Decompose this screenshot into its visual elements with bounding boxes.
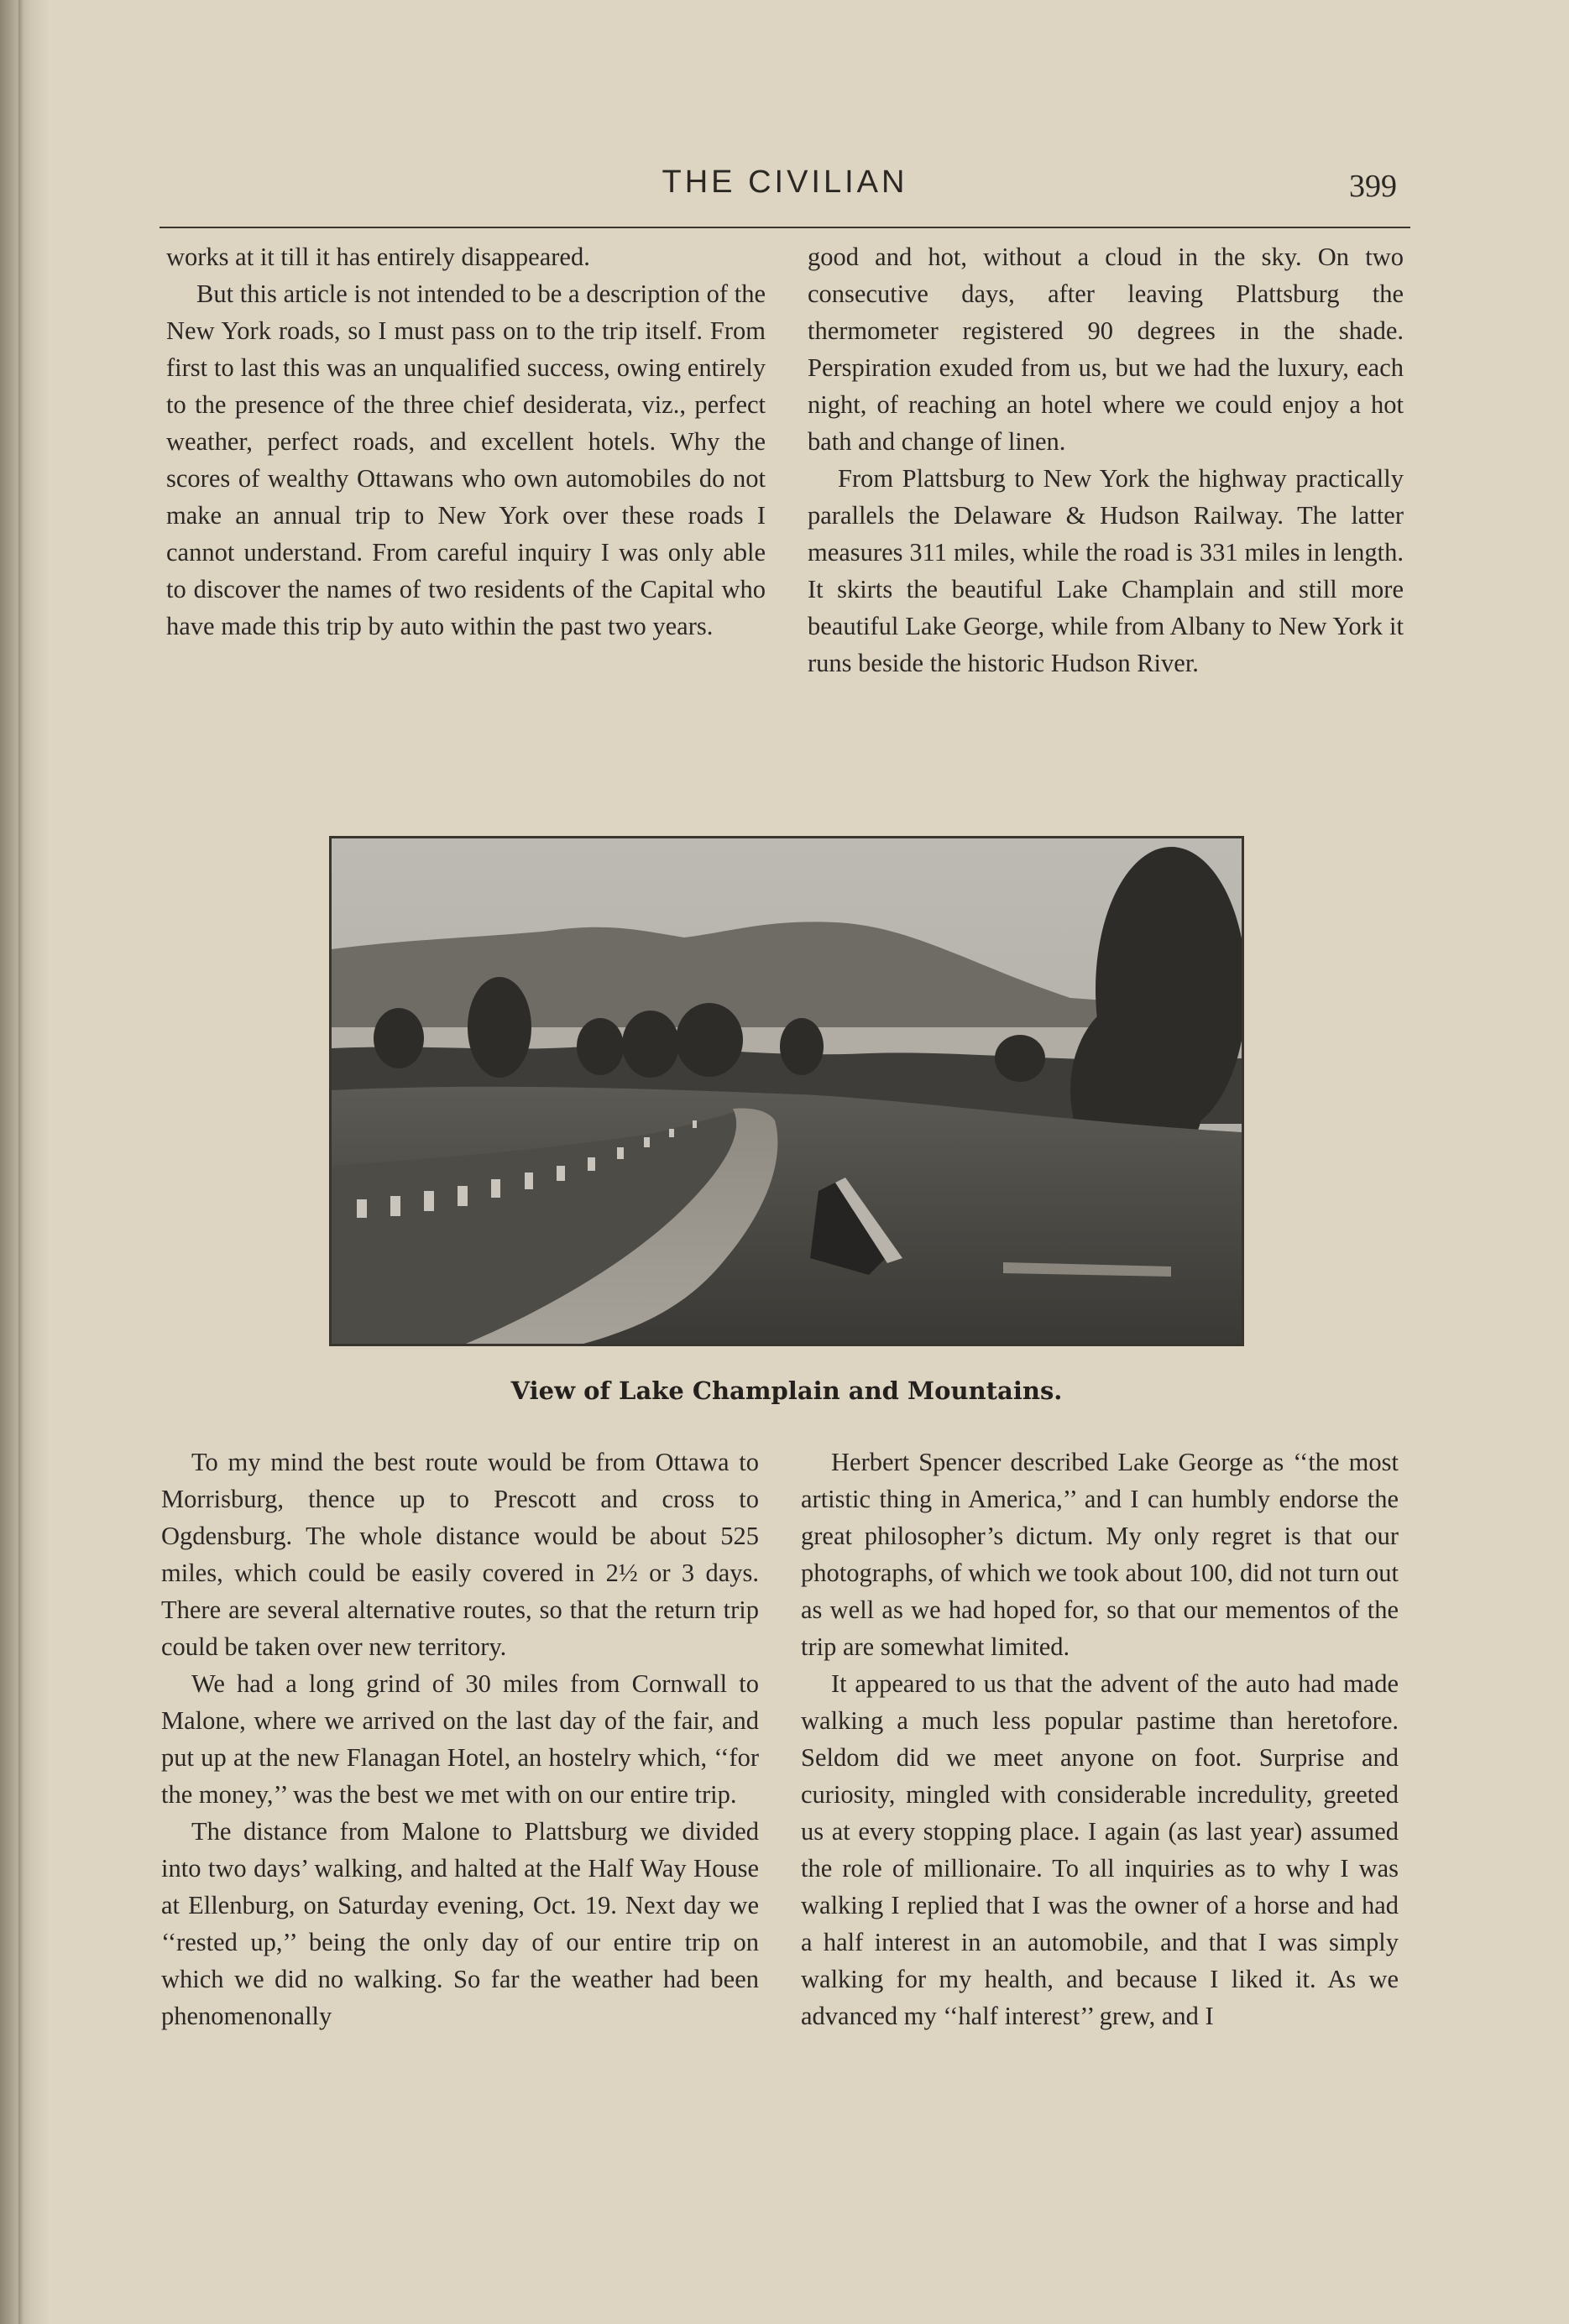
paragraph: The distance from Malone to Plattsburg we divided into two days’ walking, and halted at the Half Way House at Ellenburg, on Saturday evening, Oct. 19. Next day we ‘‘rested up,’’ being the only day of our entire trip on which we did no walking. So far the weather had been phenomenonally — [161, 1817, 759, 2030]
paragraph: good and hot, without a cloud in the sky. On two consecutive days, after leaving Plattsburg the thermometer registered 90 degrees in the shade. Perspiration exuded from us, but we had the luxury, each night, of reaching an hotel where we could enjoy a hot bath and change of linen. — [808, 243, 1404, 456]
running-header — [160, 165, 1410, 228]
column-top-right — [808, 238, 1404, 682]
paragraph: Herbert Spencer described Lake George as ‘‘the most artistic thing in America,’’ and I can humbly endorse the great philosopher’s dictum. My only regret is that our photographs, of which we took about 100, did not turn out as well as we had hoped for, so that our mementos of the trip are somewhat limited. — [801, 1448, 1399, 1661]
paragraph: works at it till it has entirely disappeared. — [166, 243, 590, 271]
paragraph: To my mind the best route would be from Ottawa to Morrisburg, thence up to Prescott and cross to Ogdensburg. The whole distance would be about 525 miles, which could be easily covered in 2½ or 3 days. There are several alternative routes, so that the return trip could be taken over new territory. — [161, 1448, 759, 1661]
figure-caption: View of Lake Champlain and Mountains. — [510, 1376, 1063, 1405]
paragraph: We had a long grind of 30 miles from Cornwall to Malone, where we arrived on the last day of the fair, and put up at the new Flanagan Hotel, an hostelry which, ‘‘for the money,’’ was the best we met with on our entire trip. — [161, 1669, 759, 1809]
photograph-lake-champlain — [329, 836, 1244, 1346]
paragraph: From Plattsburg to New York the highway practically parallels the Delaware & Hudson Railway. The latter measures 311 miles, while the road is 331 miles in length. It skirts the beautiful Lake Champlain and still more beautiful Lake George, while from Albany to New York it runs beside the historic Hudson River. — [808, 464, 1404, 677]
landscape-photo-illustration — [332, 838, 1242, 1344]
column-bottom-left — [161, 1444, 759, 2034]
paragraph: But this article is not intended to be a description of the New York roads, so I must pass on to the trip itself. From first to last this was an unqualified success, owing entirely to the presence of the three chief desiderata, viz., perfect weather, perfect roads, and excellent hotels. Why the scores of wealthy Ottawans who own automobiles do not make an annual trip to New York over these roads I cannot understand. From careful inquiry I was only able to discover the names of two residents of the Capital who have made this trip by auto within the past two years. — [166, 279, 766, 640]
page-number: 399 — [1349, 169, 1397, 204]
paragraph: It appeared to us that the advent of the auto had made walking a much less popular pastime than heretofore. Seldom did we meet anyone on foot. Surprise and curiosity, mingled with considerable incredulity, greeted us at every stopping place. I again (as last year) assumed the role of millionaire. To all inquiries as to why I was walking I replied that I was the owner of a horse and had a half interest in an automobile, and that I was simply walking for my health, and because I liked it. As we advanced my ‘‘half interest’’ grew, and I — [801, 1669, 1399, 2030]
column-bottom-right — [801, 1444, 1399, 2034]
column-top-left — [166, 238, 766, 645]
publication-title: THE CIVILIAN — [662, 165, 908, 200]
